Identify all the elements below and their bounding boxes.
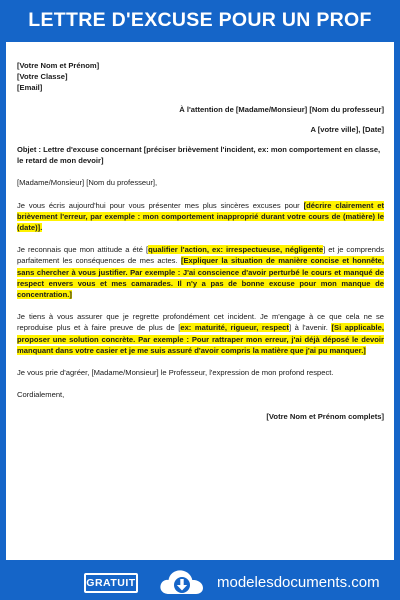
recipient-attention: À l'attention de [Madame/Monsieur] [Nom du professeur] — [179, 104, 384, 114]
paragraph-3-text-a: Je tiens à vous assurer que je regrette profondément cet incident. Je m'engage à ce que cela ne se reproduise plus et à faire preuve de plus de [ — [17, 312, 384, 333]
sender-class: [Votre Classe] — [17, 72, 68, 82]
letter-document — [6, 42, 394, 560]
paragraph-2-text-a: Je reconnais que mon attitude a été [ — [17, 245, 149, 255]
cloud-download-icon[interactable] — [157, 566, 207, 598]
paragraph-3-highlight-b: [Si applicable, proposer une solution concrète. Par exemple : Pour rattraper mon erreur, j'ai déjà déposé le devoir manquant dans votre casier et je me suis assuré d'avoir compris la matière que j'ai pu manquer.] — [17, 323, 384, 355]
sender-email: [Email] — [17, 83, 43, 93]
place-date: A [votre ville], [Date] — [310, 124, 384, 134]
site-link[interactable]: modelesdocuments.com — [217, 574, 380, 591]
letter-closing: Cordialement, — [17, 390, 65, 400]
paragraph-3-highlight-a: ex: maturité, rigueur, respect — [180, 323, 289, 333]
paragraph-1 — [17, 200, 384, 234]
signature: [Votre Nom et Prénom complets] — [266, 412, 384, 422]
paragraph-3 — [17, 311, 384, 356]
sender-name: [Votre Nom et Prénom] — [17, 61, 100, 70]
free-badge: GRATUIT — [84, 573, 138, 593]
paragraph-2-text-b: ] et je comprends parfaitement les conséquences de mes actes. — [17, 245, 384, 266]
letter-subject: Objet : Lettre d'excuse concernant [préciser brièvement l'incident, ex: mon comportement en classe, le retard de mon devoir] — [17, 145, 381, 166]
page-title: LETTRE D'EXCUSE POUR UN PROF — [28, 8, 372, 31]
paragraph-2 — [17, 244, 384, 300]
paragraph-2-highlight-a: qualifier l'action, ex: irrespectueuse, négligente — [148, 245, 324, 255]
paragraph-2-highlight-b: [Expliquer la situation de manière concise et honnête, sans chercher à vous justifier. Par exemple : J'ai conscience d'avoir perturbé le cours et manqué de respect envers vous et mes camarades. Il n'y a pas de bonne excuse pour mon manque de concentration.] — [17, 256, 385, 300]
paragraph-4: Je vous prie d'agréer, [Madame/Monsieur] le Professeur, l'expression de mon profond respect. — [17, 368, 334, 378]
letter-salutation: [Madame/Monsieur] [Nom du professeur], — [17, 178, 158, 188]
paragraph-1-highlight: [décrire clairement et brièvement l'erreur, par exemple : mon comportement inapproprié durant votre cours de (matière) le (date)]. — [17, 200, 384, 233]
paragraph-1-text: Je vous écris aujourd'hui pour vous présenter mes plus sincères excuses pour — [17, 200, 304, 210]
paragraph-3-text-b: ] à l'avenir. — [288, 323, 332, 333]
